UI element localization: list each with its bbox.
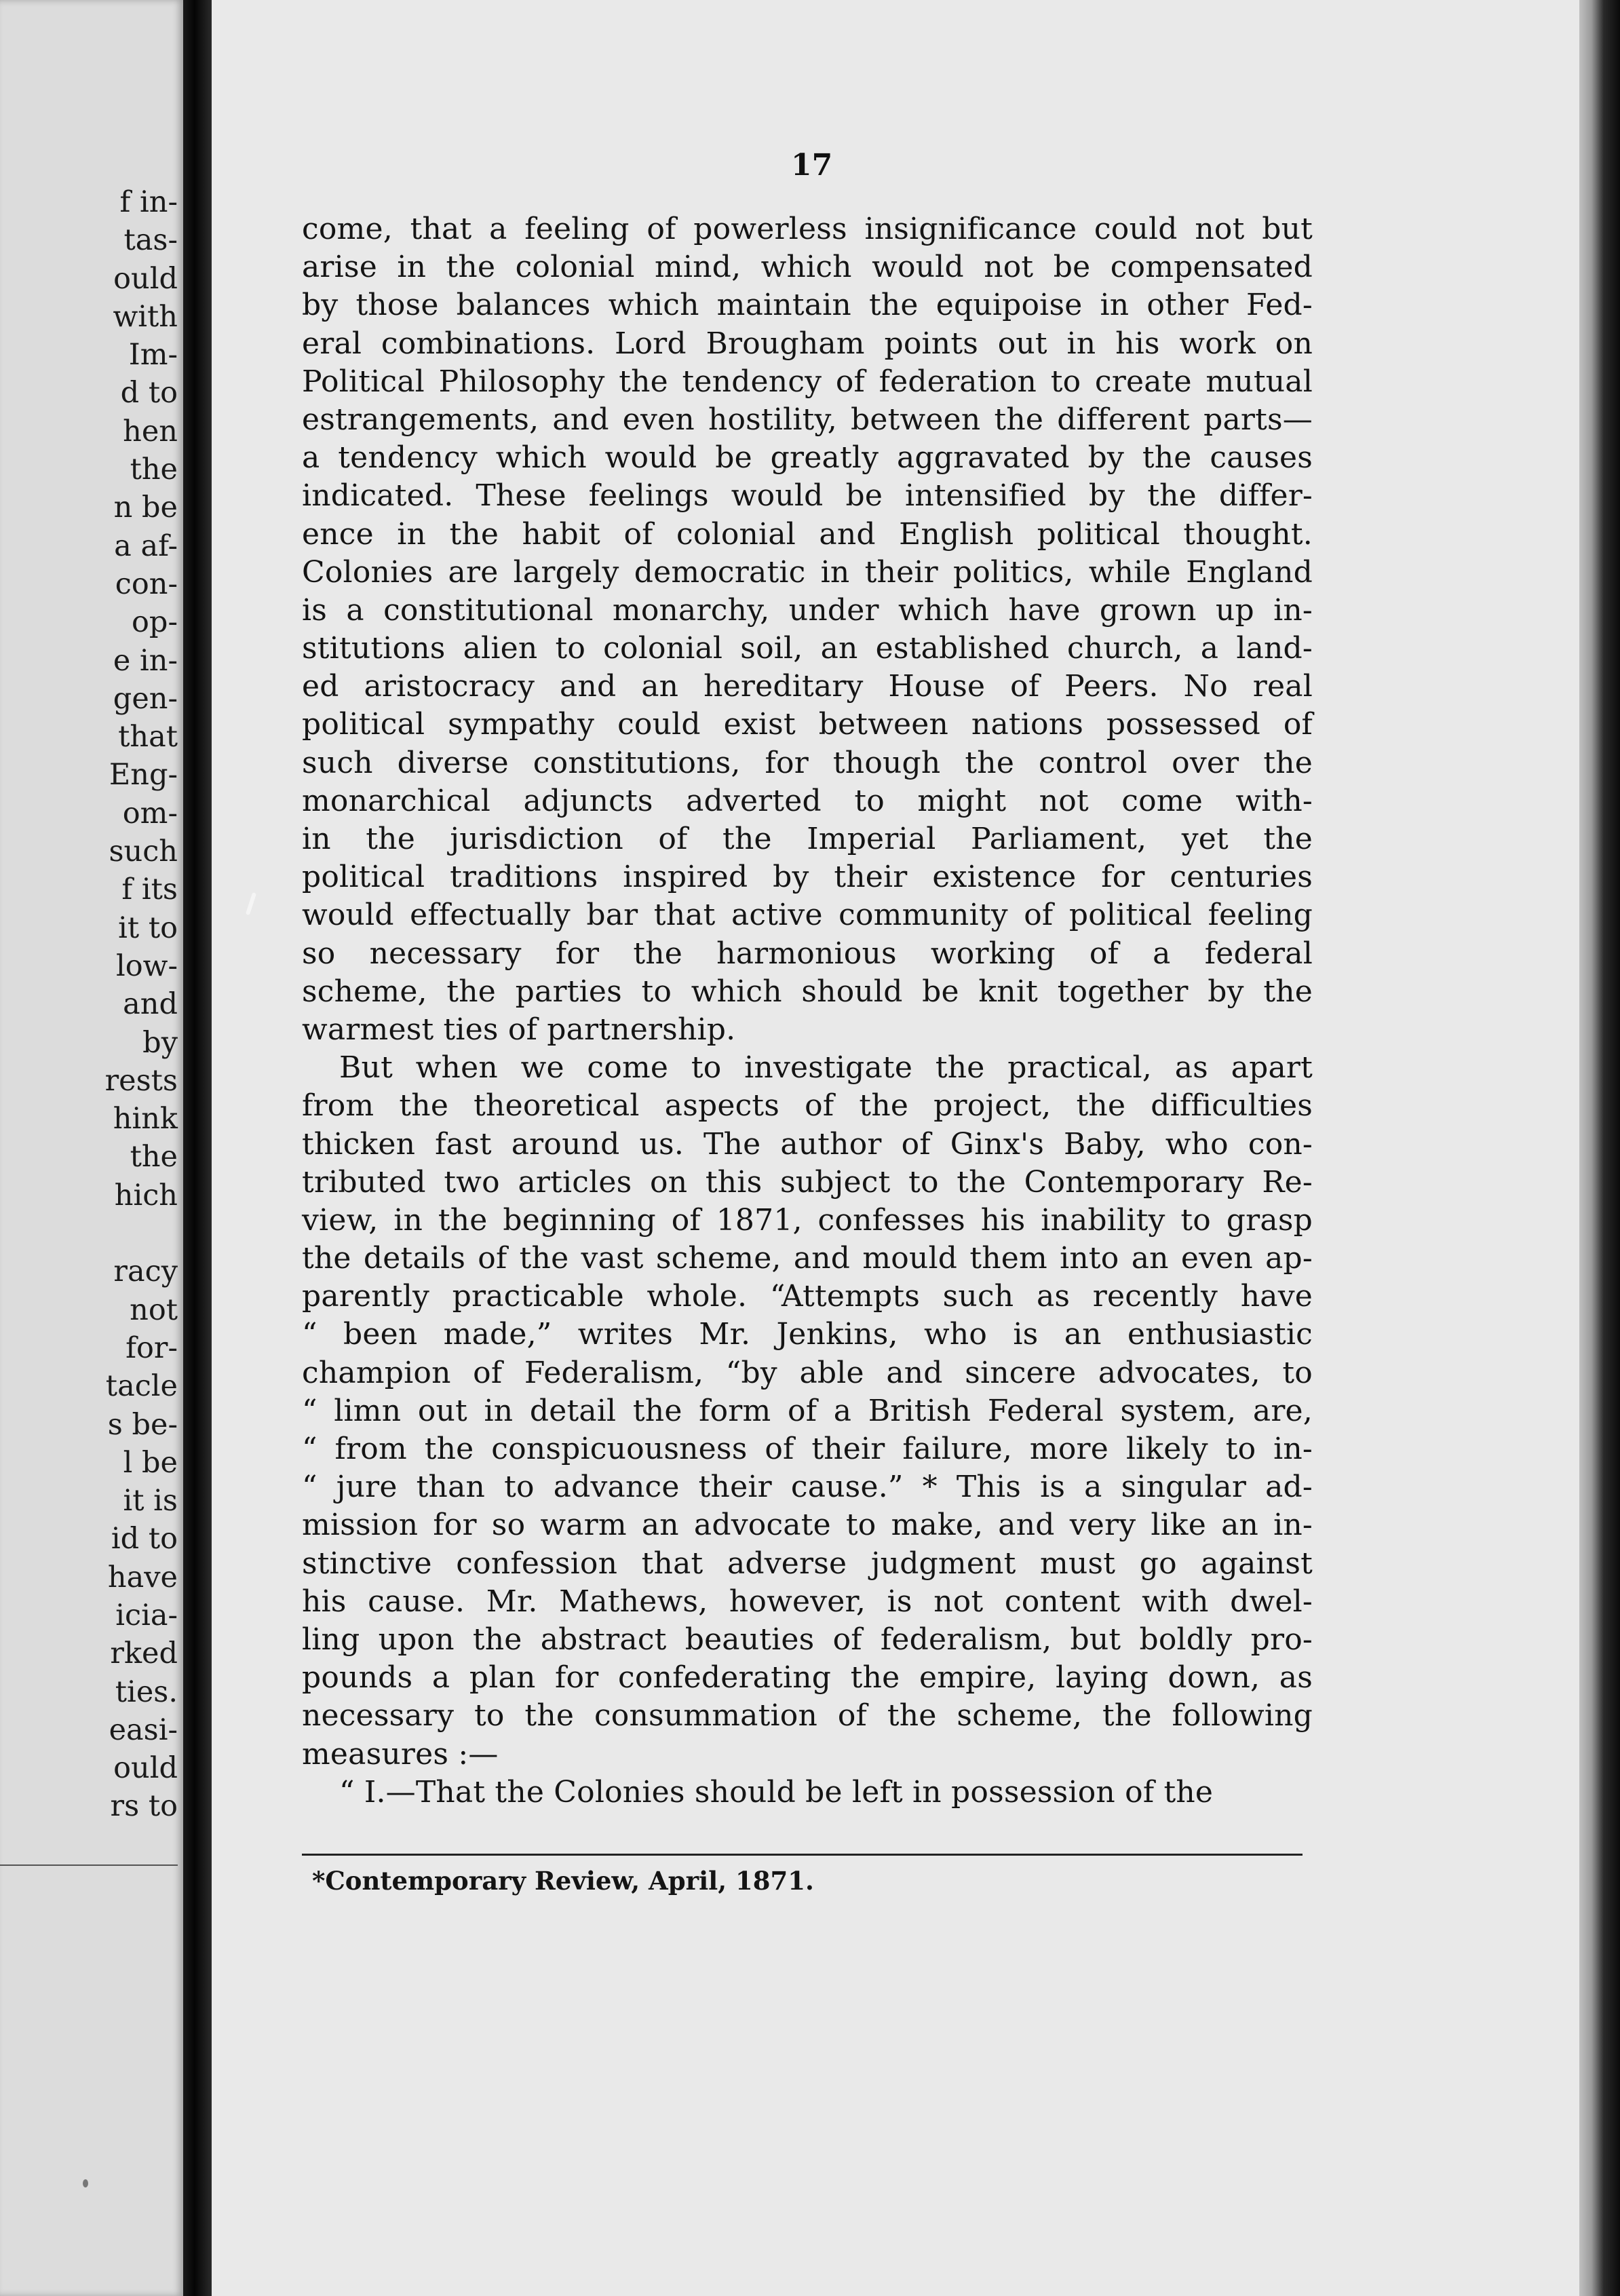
facing-page-fragment: have: [107, 1560, 178, 1594]
facing-page-fragment: easi-: [109, 1713, 178, 1747]
body-line: is a constitutional monarchy, under which have grown up in-: [302, 592, 1313, 628]
body-line: scheme, the parties to which should be knit together by the: [302, 974, 1313, 1009]
facing-page-fragment: for-: [126, 1331, 178, 1365]
body-line: “ jure than to advance their cause.” * This is a singular ad-: [302, 1470, 1313, 1505]
body-line: ed aristocracy and an hereditary House of Peers. No real: [302, 669, 1313, 704]
facing-page-fragment: Im-: [128, 338, 178, 372]
facing-page-fragment: s be-: [107, 1407, 178, 1442]
facing-page-fragment: hen: [123, 414, 178, 448]
body-line: necessary to the consummation of the scheme, the following: [302, 1698, 1313, 1734]
facing-page-fragment: om-: [122, 796, 178, 830]
facing-page-fragment: n be: [113, 491, 178, 525]
body-line: Political Philosophy the tendency of federation to create mutual: [302, 364, 1313, 399]
body-line: by those balances which maintain the equipoise in other Fed-: [302, 288, 1313, 323]
facing-page-fragment: racy: [113, 1255, 178, 1289]
body-line: would effectually bar that active community of political feeling: [302, 898, 1313, 933]
body-line: eral combinations. Lord Brougham points out in his work on: [302, 326, 1313, 361]
body-line: so necessary for the harmonious working of a federal: [302, 936, 1313, 971]
facing-page-fragment: id to: [111, 1522, 178, 1556]
facing-page-fragment: it is: [123, 1484, 178, 1518]
book-gutter: [183, 0, 212, 2296]
facing-page-fragment: with: [113, 299, 178, 334]
facing-page-fragment: tacle: [105, 1369, 178, 1404]
facing-page-fragment: e in-: [113, 643, 178, 678]
facing-page-fragment: rked: [110, 1637, 178, 1671]
facing-page-fragment: hich: [114, 1178, 178, 1212]
facing-page-fragment: l be: [123, 1445, 178, 1480]
body-line: warmest ties of partnership.: [302, 1012, 736, 1047]
body-line: ling upon the abstract beauties of federalism, but boldly pro-: [302, 1622, 1313, 1657]
paper-mark: [246, 892, 256, 915]
facing-page-fragment: ould: [113, 261, 178, 296]
facing-page-fragment: tas-: [123, 223, 178, 258]
body-line: “ been made,” writes Mr. Jenkins, who is an enthusiastic: [302, 1317, 1313, 1352]
body-line: the details of the vast scheme, and mould them into an even ap-: [302, 1241, 1313, 1276]
body-line: “ from the conspicuousness of their failure, more likely to in-: [302, 1432, 1313, 1466]
page-right-edge: [1579, 0, 1620, 2296]
facing-page-fragment: rs to: [110, 1789, 178, 1824]
body-line: estrangements, and even hostility, between the different parts—: [302, 402, 1313, 437]
facing-page-fragment: the: [130, 453, 178, 487]
facing-page-text: [0, 183, 178, 1826]
body-line: “ limn out in detail the form of a British Federal system, are,: [302, 1393, 1313, 1428]
body-line: view, in the beginning of 1871, confesses his inability to grasp: [302, 1202, 1313, 1238]
body-line: tributed two articles on this subject to the Contemporary Re-: [302, 1164, 1313, 1200]
body-line: thicken fast around us. The author of Ginx's Baby, who con-: [302, 1126, 1313, 1162]
facing-page-fragment: Eng-: [109, 758, 178, 792]
body-line: a tendency which would be greatly aggravated by the causes: [302, 440, 1313, 476]
body-line: parently practicable whole. “Attempts such as recently have: [302, 1279, 1313, 1314]
body-line: “ I.—That the Colonies should be left in possession of the: [339, 1774, 1214, 1810]
body-line: mission for so warm an advocate to make, and very like an in-: [302, 1508, 1313, 1543]
body-line: political sympathy could exist between nations possessed of: [302, 707, 1313, 742]
facing-page-fragment: gen-: [113, 681, 178, 716]
body-line: from the theoretical aspects of the project, the difficulties: [302, 1088, 1313, 1124]
body-line: indicated. These feelings would be intensified by the differ-: [302, 478, 1313, 514]
body-line: measures :—: [302, 1736, 499, 1772]
facing-page-fragment: f its: [121, 873, 178, 907]
body-line: political traditions inspired by their existence for centuries: [302, 860, 1313, 895]
paper-speck: [83, 2179, 88, 2187]
body-line: arise in the colonial mind, which would not be compensated: [302, 250, 1313, 285]
body-line: come, that a feeling of powerless insignificance could not but: [302, 212, 1313, 246]
body-line: stinctive confession that adverse judgment must go against: [302, 1546, 1313, 1581]
facing-page-fragment: such: [109, 835, 178, 869]
body-line: his cause. Mr. Mathews, however, is not content with dwel-: [302, 1584, 1313, 1619]
facing-page-fragment: con-: [115, 567, 178, 601]
body-line: monarchical adjuncts adverted to might not come with-: [302, 783, 1313, 818]
facing-page-fragment: that: [118, 720, 178, 754]
facing-page-fragment: [0, 1214, 178, 1252]
facing-page-fragment: d to: [120, 376, 178, 410]
facing-page-fragment: hink: [113, 1102, 178, 1136]
facing-page-footnote-rule: [0, 1864, 178, 1866]
facing-page-fragment: and: [123, 987, 178, 1022]
footnote: *Contemporary Review, April, 1871.: [312, 1866, 814, 1896]
page-number: 17: [791, 148, 833, 183]
facing-page-fragment: f in-: [119, 185, 178, 219]
body-line: Colonies are largely democratic in their politics, while England: [302, 554, 1313, 590]
body-text: [302, 210, 1313, 1812]
facing-page-fragment: it to: [118, 911, 178, 945]
facing-page-fragment: ould: [113, 1751, 178, 1786]
facing-page-fragment: rests: [104, 1063, 178, 1098]
facing-page-fragment: low-: [116, 949, 178, 983]
body-line: pounds a plan for confederating the empire, laying down, as: [302, 1660, 1313, 1696]
facing-page-fragment: the: [130, 1140, 178, 1174]
facing-page-fragment: ties.: [115, 1675, 178, 1709]
body-line: champion of Federalism, “by able and sincere advocates, to: [302, 1355, 1313, 1390]
facing-page-fragment: op-: [132, 605, 178, 640]
facing-page-fragment: a af-: [114, 529, 178, 563]
body-line: stitutions alien to colonial soil, an established church, a land-: [302, 631, 1313, 666]
body-line: such diverse constitutions, for though the control over the: [302, 745, 1313, 780]
body-line: But when we come to investigate the practical, as apart: [339, 1050, 1313, 1086]
facing-page-edge: [0, 0, 183, 2296]
footnote-rule: [302, 1854, 1303, 1856]
body-line: ence in the habit of colonial and English political thought.: [302, 516, 1313, 552]
facing-page-fragment: icia-: [115, 1598, 178, 1632]
facing-page-fragment: by: [142, 1025, 178, 1060]
facing-page-fragment: not: [130, 1293, 178, 1327]
body-line: in the jurisdiction of the Imperial Parliament, yet the: [302, 822, 1313, 856]
